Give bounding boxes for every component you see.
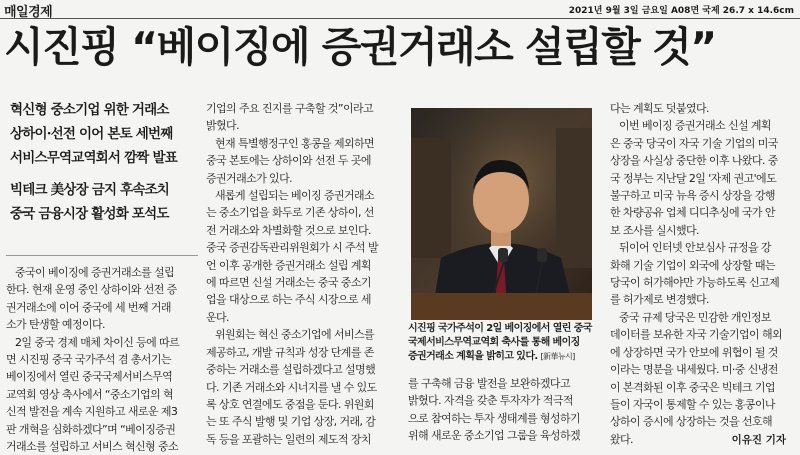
body-line: 중하는 거래소를 설립하겠다고 설명했 [206,363,376,377]
divider [6,255,198,256]
subhead: 상하이·선전 이어 본토 세번째 [10,126,173,142]
body-line: 위원회는 혁신 중소기업에 서비스를 [215,328,375,342]
caption-line: 국제서비스무역교역회 축사를 통해 베이징 [408,337,580,348]
body-line: 한다. 현재 운영 중인 상하이와 선전 증 [6,283,177,297]
body-line: 중국 본토에는 상하이와 선전 두 곳에 [206,154,371,168]
subheads [10,98,196,226]
subhead: 서비스무역교역회서 깜짝 발표 [10,150,177,166]
caption-line: 시진핑 국가주석이 2일 베이징에서 열린 중국 [408,323,592,334]
body-line: 이 본격화된 이후 중국은 빅테크 기업 [610,380,775,394]
masthead [0,0,800,19]
body-line: 현재 특별행정구인 홍콩을 제외하면 [215,136,375,150]
body-line: 독 등을 포괄하는 일련의 제도적 장치 [206,432,371,446]
photo-xi-jinping [411,108,592,320]
body-line: 밝혔다. [206,119,239,133]
body-line: 증권거래소가 있다. [206,171,293,185]
body-line: 판 개혁을 심화하겠다”며 “베이징증권 [6,422,176,436]
body-column-4 [610,100,796,448]
body-column-3 [408,375,600,445]
body-line: 는 또 주식 발행 및 기업 상장, 거래, 감 [206,415,376,429]
body-line: 국 정부는 지난달 2일 '자제 권고'에도 [610,171,777,185]
subhead: 혁신형 중소기업 위한 거래소 [10,102,169,118]
body-line: 거래소를 설립하고 서비스 혁신형 중소 [6,440,179,454]
body-line: 왔다. [610,432,633,446]
body-line: 한 차량공유 업체 디디추싱에 국가 안 [610,206,775,220]
body-line: 베이징에서 열린 중국국제서비스무역 [6,370,173,384]
body-line: 밝혔다. 자격을 갖춘 투자자가 적극적 [408,394,573,408]
body-line: 면 시진핑 중국 국가주석 겸 총서기는 [6,353,171,367]
body-line: 언 이후 공개한 증권거래소 설립 계획 [206,258,371,272]
body-line: 는 중소기업을 화두로 기존 상하이, 선 [206,206,374,220]
body-line: 당국이 허가해야만 가능하도록 신고제 [610,276,780,290]
body-line: 에 상장하면 국가 안보에 위협이 될 것 [610,345,778,359]
subhead: 중국 금융시장 활성화 포석도 [10,206,169,222]
body-line: 은 중국 당국이 자국 기술 기업의 미국 [610,136,778,150]
body-line: 다는 계획도 덧붙였다. [610,102,709,115]
body-line: 업을 대상으로 하는 주식 시장으로 세 [206,293,371,307]
photo-caption [408,322,596,364]
body-line: 이번 베이징 증권거래소 신설 계획 [619,119,771,133]
body-line: 를 구축해 금융 발전을 보완하겠다고 [408,377,570,390]
body-line: 화해 기술 기업이 외국에 상장할 때는 [610,258,775,272]
body-line: 신적 발전을 계속 지원하고 새로운 제3 [6,405,178,419]
body-line: 록 상호 연결에도 중점을 둔다. 위원회 [206,397,374,411]
body-line: 운다. [206,310,229,324]
body-line: 권거래소에 이어 중국에 세 번째 거래 [6,300,171,314]
body-line: 불구하고 미국 뉴욕 증시 상장을 강행 [610,189,775,203]
body-line: 위해 새로운 중소기업 그룹을 육성하겠 [408,429,581,443]
caption-line-text: 증권거래소 계획을 밝히고 있다. [408,351,538,362]
body-line: 중국 규제 당국은 민감한 개인정보 [619,310,771,324]
article-headline: 시진핑 “베이징에 증권거래소 설립할 것” [4,23,716,71]
page-info: 2021년 9월 3일 금요일 A08면 국제 26.7 x 14.6cm [568,6,794,16]
body-line: 뒤이어 인터넷 안보심사 규정을 강 [619,241,771,255]
body-line: 상장을 사실상 중단한 이후 나왔다. 중 [610,154,778,168]
body-line: 다. 기존 거래소와 시너지를 낼 수 있도 [206,380,377,394]
body-line: 새롭게 설립되는 베이징 증권거래소 [215,189,375,203]
body-line: 으로 참여하는 투자 생태계를 형성하기 [408,411,581,425]
caption-line [408,350,596,364]
body-line: 중국이 베이징에 증권거래소를 설립 [15,266,175,279]
body-line: 기업의 주요 진지를 구축할 것”이라고 [206,102,374,115]
body-line: 이라는 명분을 내세웠다. 미·중 신냉전 [610,363,778,377]
body-column-2 [206,100,402,448]
body-line: 소가 탄생할 예정이다. [6,318,105,332]
body-line: 들이 자국이 통제할 수 있는 홍콩이나 [610,397,775,411]
body-line: 데이터를 보유한 자국 기술기업이 해외 [610,328,783,342]
body-line: 를 허가제로 변경했다. [610,293,709,307]
body-line: 상하이 증시에 상장하는 것을 선호해 [610,415,772,429]
body-line: 에 따르면 신설 거래소는 중국 중소기 [206,276,371,290]
body-line: 제공하고, 개발 규칙과 성장 단계를 존 [206,345,374,359]
body-column-1 [6,264,200,455]
body-line: 보 조사를 실시했다. [610,223,699,237]
body-line: 전 거래소와 차별화할 것으로 보인다. [206,223,371,237]
subhead: 빅테크 美상장 금지 후속조치 [10,182,170,198]
photo-credit: [新華뉴시] [540,352,575,361]
byline: 이유진 기자 [731,434,786,446]
body-line: 교역회 영상 축사에서 “중소기업의 혁 [6,387,174,401]
body-line: 2일 중국 경제 매체 차이신 등에 따르 [15,335,180,349]
newspaper-name: 매일경제 [4,5,53,20]
body-line: 중국 증권감독관리위원회가 시 주석 발 [206,241,379,255]
